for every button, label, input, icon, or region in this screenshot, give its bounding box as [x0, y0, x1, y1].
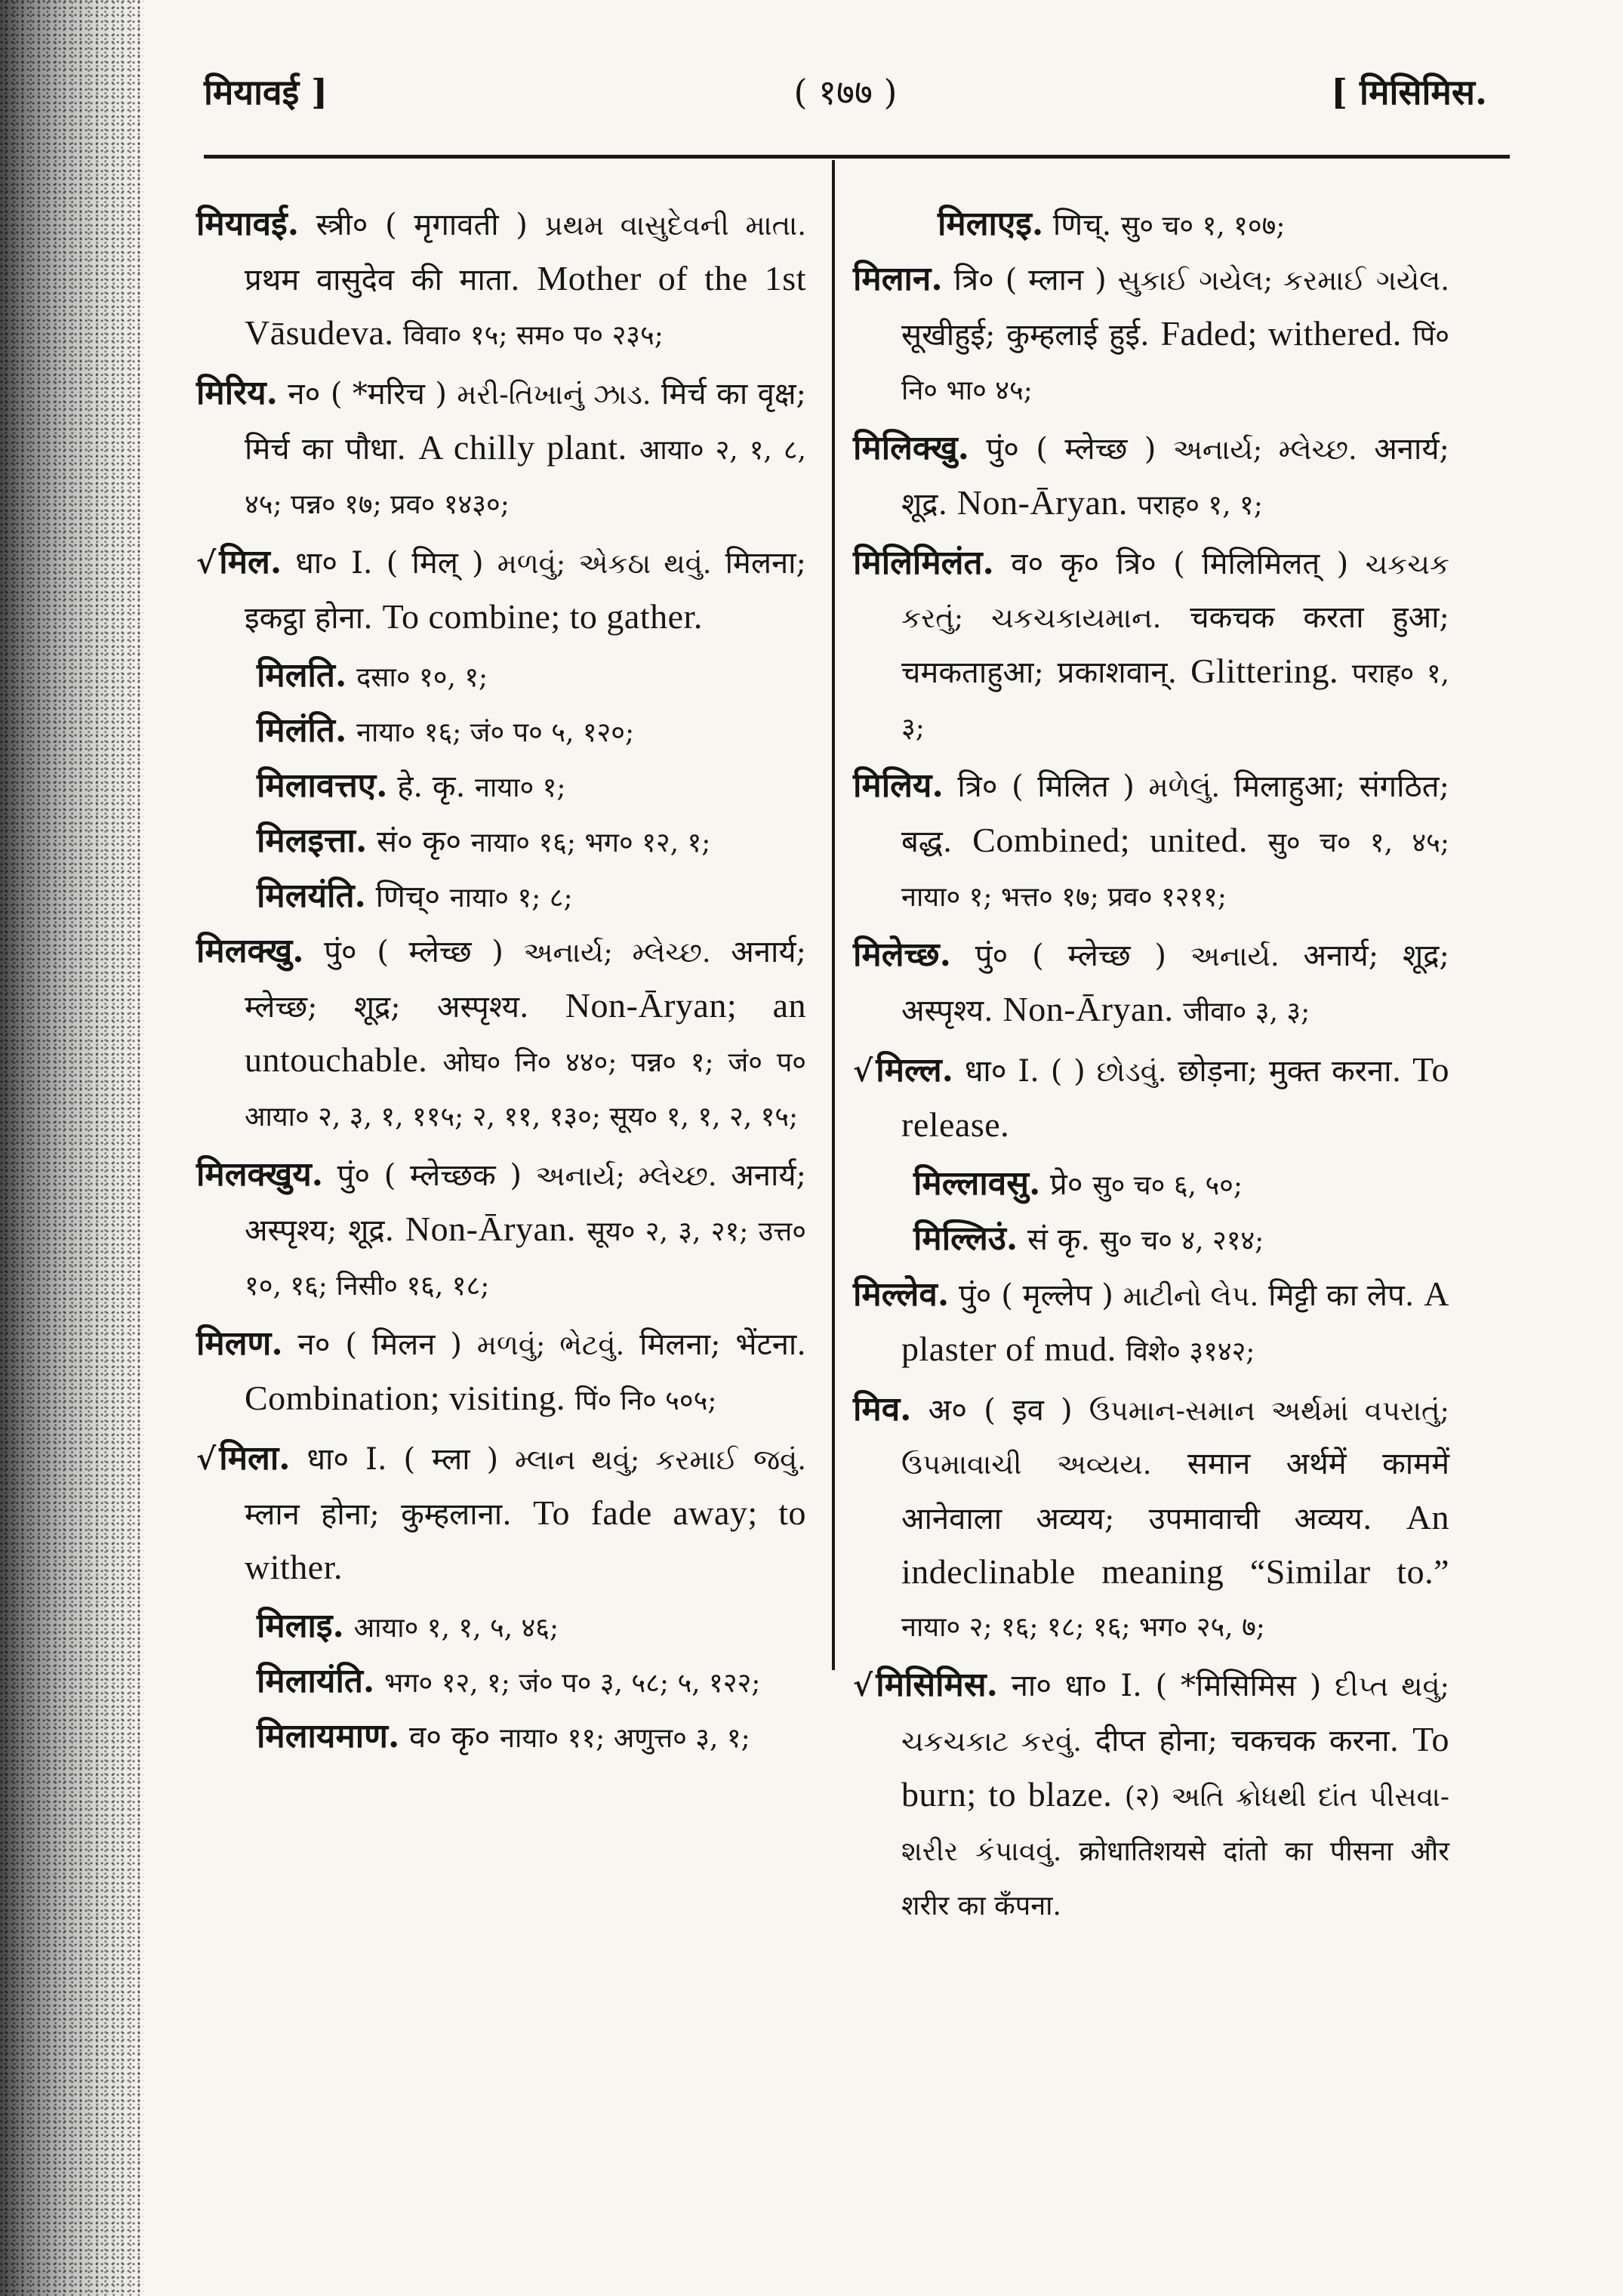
- dictionary-entry: [196, 367, 806, 532]
- headword: मिलंति.: [257, 711, 347, 750]
- gujarati-gloss: મળવું; ભેટવું.: [476, 1329, 625, 1361]
- citation-refs: सु० च० ६, ५०;: [1092, 1170, 1243, 1201]
- dictionary-entry: [853, 1157, 1449, 1213]
- grammar-label: पुं०: [324, 935, 357, 969]
- hindi-gloss: मिलाहुआ; संगठित; बद्ध.: [901, 769, 1450, 859]
- grammar-label: स्त्री०: [316, 208, 368, 242]
- dictionary-entry: [196, 1655, 806, 1710]
- citation-refs: नाया० १;: [475, 772, 566, 803]
- dictionary-entry: [853, 1659, 1449, 1933]
- dictionary-entry: [196, 870, 806, 925]
- hindi-gloss: मिट्टी का लेप.: [1268, 1278, 1415, 1313]
- headword: मिलाइ.: [257, 1607, 344, 1645]
- sanskrit-equivalent: ( ): [1050, 1054, 1086, 1089]
- page-header: [204, 68, 1487, 121]
- gujarati-gloss: માટીનો લેપ.: [1123, 1280, 1259, 1312]
- gujarati-gloss: મળવું; એકઠા થવું.: [497, 547, 712, 580]
- gujarati-gloss: મરી-તિખાનું ઝાડ.: [457, 378, 651, 411]
- english-gloss: Mother of the 1st Vāsudeva.: [245, 259, 806, 352]
- column-divider: [832, 160, 835, 1670]
- gujarati-gloss: અનાર્ય.: [1190, 940, 1280, 972]
- sanskrit-equivalent: ( मिल् ): [386, 546, 484, 581]
- grammar-label: धा० I.: [295, 546, 373, 581]
- grammar-label: पुं०: [958, 1278, 992, 1313]
- sanskrit-equivalent: ( मिलन ): [345, 1327, 462, 1362]
- sanskrit-equivalent: ( मिलित ): [1012, 769, 1135, 804]
- gujarati-gloss: સુકાઈ ગયેલ; કરમાઈ ગયેલ.: [1117, 264, 1450, 297]
- gujarati-gloss: પ્રથમ વાસુદેવની માતા.: [544, 209, 807, 242]
- grammar-label: ना० धा० I.: [1011, 1669, 1142, 1703]
- headword: मिलक्खु.: [196, 932, 304, 970]
- grammar-label: पुं०: [975, 938, 1009, 973]
- sanskrit-equivalent: ( म्लेच्छ ): [1032, 938, 1167, 973]
- english-gloss: Non-Āryan; an untouchable.: [245, 986, 806, 1079]
- grammar-label: न०: [288, 377, 321, 411]
- hindi-gloss: अनार्य; म्लेच्छ; शूद्र; अस्पृश्य.: [245, 935, 807, 1025]
- sanskrit-equivalent: ( म्लेच्छक ): [383, 1158, 522, 1193]
- dictionary-entry: [196, 1148, 806, 1313]
- grammar-label: व० कृ० त्रि०: [1011, 547, 1156, 581]
- english-gloss: Faded; withered.: [1160, 314, 1402, 353]
- citation-refs: (२) અતિ ક્રોધથી દાંત પીસવા-શરીર કંપાવવું. क्रोधातिशयसे दांतो का पीसना और शरीर का कँपना.: [901, 1782, 1449, 1922]
- english-gloss: Non-Āryan.: [405, 1210, 576, 1248]
- english-gloss: Combined; united.: [972, 821, 1248, 859]
- headword: मिलेच्छ.: [853, 935, 951, 974]
- dictionary-entry: [196, 649, 806, 704]
- grammar-label: पुं०: [337, 1158, 371, 1193]
- citation-refs: सु० च० १, १०७;: [1121, 211, 1286, 242]
- dictionary-entry: [196, 760, 806, 815]
- headword: मिसिमिस.: [876, 1666, 998, 1704]
- gujarati-gloss: મળેલું.: [1148, 771, 1221, 803]
- citation-refs: ओघ० नि० ४४०; पन्न० १; जं० प० आया० २, ३, १, ११५; २, ११, १३०; सूय० १, १, २, १५;: [245, 1047, 807, 1133]
- grammar-label: हे. कृ.: [397, 769, 466, 804]
- gujarati-gloss: અનાર્ય; મ્લેચ્છ.: [523, 936, 711, 969]
- citation-refs: विशे० ३१४२;: [1126, 1336, 1255, 1367]
- english-gloss: Glittering.: [1190, 652, 1338, 690]
- dictionary-entry: [196, 198, 806, 362]
- dictionary-entry: [853, 1213, 1449, 1268]
- english-gloss: An indeclinable meaning “Similar to.”: [901, 1498, 1449, 1591]
- citation-refs: सु० च० ४, २१४;: [1099, 1225, 1264, 1256]
- english-gloss: To release.: [901, 1050, 1450, 1144]
- grammar-label: णिच्.: [1052, 208, 1112, 242]
- dictionary-entry: [853, 422, 1449, 532]
- hindi-gloss: अनार्य; शूद्र; अस्पृश्य.: [901, 938, 1449, 1028]
- english-gloss: Non-Āryan.: [956, 483, 1128, 522]
- gujarati-gloss: અનાર્ય; મ્લેચ્છ.: [1172, 433, 1357, 466]
- dictionary-entry: [196, 1318, 806, 1428]
- hindi-gloss: मिलना; इकट्ठा होना.: [245, 546, 806, 636]
- citation-refs: दसा० १०, १;: [356, 662, 488, 693]
- sanskrit-equivalent: ( म्लान ): [1005, 263, 1107, 297]
- dictionary-entry: [853, 1383, 1449, 1654]
- sanskrit-equivalent: ( मृगावती ): [385, 208, 528, 242]
- dictionary-entry: [196, 704, 806, 760]
- hindi-gloss: अनार्य; अस्पृश्य; शूद्र.: [245, 1158, 807, 1248]
- scanned-binding-edge: [0, 0, 143, 2296]
- headword: मिलिमिलंत.: [853, 544, 994, 582]
- grammar-label: सं कृ.: [1027, 1222, 1091, 1257]
- root-mark: √: [853, 1053, 873, 1089]
- headword: मिलक्खुय.: [196, 1155, 324, 1194]
- headword: मिव.: [853, 1390, 912, 1428]
- dictionary-entry: [196, 1432, 806, 1595]
- english-gloss: A chilly plant.: [418, 428, 627, 467]
- headword: मिलाएइ.: [938, 205, 1044, 243]
- citation-refs: नाया० १; ८;: [449, 883, 573, 914]
- dictionary-entry: [853, 198, 1449, 253]
- hindi-gloss: अनार्य; शूद्र.: [901, 432, 1449, 522]
- dictionary-entry: [853, 760, 1449, 924]
- gujarati-gloss: ચકચક કરતું; ચકચકાયમાન.: [901, 548, 1450, 634]
- citation-refs: पराह० १, १;: [1137, 490, 1263, 521]
- dictionary-entry: [196, 536, 806, 645]
- grammar-label: पुं०: [986, 432, 1019, 467]
- right-column: [853, 198, 1449, 1937]
- english-gloss: To burn; to blaze.: [901, 1720, 1450, 1814]
- citation-refs: आया० २, १, ८, ४५; पन्न० १७; प्रव० १४३०;: [245, 435, 806, 520]
- headword: मिलण.: [196, 1324, 283, 1363]
- grammar-label: सं० कृ०: [376, 824, 462, 859]
- citation-refs: भग० १२, १; जं० प० ३, ५८; ५, १२२;: [383, 1668, 761, 1699]
- grammar-label: त्रि०: [957, 769, 998, 804]
- english-gloss: A plaster of mud.: [901, 1274, 1449, 1368]
- gujarati-gloss: ઉપમાન-સમાન અર્થમાં વપરાતું; ઉપમાવાચી અવ્યય.: [901, 1395, 1450, 1481]
- headword: मिलिक्खु.: [853, 429, 969, 467]
- citation-refs: नाया० २; १६; १८; १६; भग० २५, ७;: [901, 1612, 1265, 1643]
- headword: मिल.: [219, 543, 282, 581]
- page-number: ( १७७ ): [793, 72, 898, 112]
- dictionary-entry: [853, 1268, 1449, 1379]
- left-column: [196, 198, 806, 1765]
- dictionary-entry: [853, 929, 1449, 1039]
- header-first-word: मियावई ]: [204, 72, 328, 112]
- grammar-label: प्रे०: [1050, 1167, 1083, 1202]
- headword: मिलति.: [257, 656, 347, 695]
- grammar-label: धा० I.: [964, 1054, 1039, 1089]
- citation-refs: नाया० ११; अणुत्त० ३, १;: [500, 1723, 750, 1754]
- dictionary-entry: [853, 537, 1449, 755]
- english-gloss: To fade away; to wither.: [245, 1493, 806, 1586]
- root-mark: √: [196, 1441, 217, 1477]
- hindi-gloss: समान अर्थमें काममें आनेवाला अव्यय; उपमावाची अव्यय.: [901, 1447, 1449, 1536]
- sanskrit-equivalent: ( म्लेच्छ ): [1036, 432, 1156, 467]
- headword: मिलइत्ता.: [257, 821, 368, 860]
- citation-refs: आया० १, १, ५, ४६;: [353, 1613, 559, 1644]
- sanskrit-equivalent: ( मिलिमिलत् ): [1173, 547, 1349, 581]
- hindi-gloss: सूखीहुई; कुम्हलाई हुई.: [901, 318, 1150, 353]
- headword: मिल्लिउं.: [913, 1219, 1018, 1258]
- headword: मिल्ल.: [876, 1051, 953, 1089]
- grammar-label: धा० I.: [306, 1442, 387, 1477]
- headword: मिलयंति.: [257, 877, 366, 915]
- hindi-gloss: प्रथम वासुदेव की माता.: [245, 263, 520, 297]
- headword: मिल्लावसु.: [913, 1164, 1041, 1203]
- header-rule: [204, 155, 1510, 159]
- sanskrit-equivalent: ( म्ला ): [403, 1442, 499, 1477]
- grammar-label: अ०: [928, 1393, 968, 1428]
- citation-refs: विवा० १५; सम० प० २३५;: [403, 320, 664, 351]
- gujarati-gloss: મ્લાન થવું; કરમાઈ જવું.: [514, 1444, 806, 1476]
- hindi-gloss: मिर्च का वृक्ष; मिर्च का पौधा.: [245, 377, 807, 467]
- sanskrit-equivalent: ( *मरिच ): [330, 377, 447, 411]
- citation-refs: पिं० नि० ५०५;: [574, 1385, 717, 1416]
- root-mark: √: [853, 1668, 873, 1703]
- dictionary-entry: [196, 1600, 806, 1655]
- english-gloss: To combine; to gather.: [382, 597, 703, 636]
- gujarati-gloss: અનાર્ય; મ્લેચ્છ.: [535, 1160, 717, 1192]
- citation-refs: जीवा० ३, ३;: [1183, 997, 1310, 1028]
- gujarati-gloss: છોડવું.: [1096, 1056, 1167, 1088]
- sanskrit-equivalent: ( *मिसिमिस ): [1155, 1669, 1322, 1703]
- hindi-gloss: मिलना; भेंटना.: [639, 1327, 806, 1362]
- sanskrit-equivalent: ( म्लेच्छ ): [377, 935, 504, 969]
- headword: मियावई.: [196, 205, 300, 243]
- hindi-gloss: दीप्त होना; चकचक करना.: [1095, 1724, 1400, 1758]
- root-mark: √: [196, 545, 217, 581]
- headword: मिलिय.: [853, 766, 944, 805]
- dictionary-entry: [853, 253, 1449, 418]
- gujarati-gloss: દીપ્ત થવું; ચકચકાટ કરવું.: [901, 1670, 1450, 1758]
- dictionary-entry: [853, 1043, 1449, 1153]
- grammar-label: त्रि०: [953, 263, 994, 297]
- citation-refs: सु० च० १, ४५; नाया० १; भत्त० १७; प्रव० १२११;: [901, 827, 1450, 913]
- headword: मिलायमाण.: [257, 1717, 400, 1755]
- headword: मिल्लेव.: [853, 1275, 950, 1314]
- grammar-label: णिच्०: [375, 880, 441, 914]
- grammar-label: व० कृ०: [409, 1720, 491, 1755]
- headword: मिरिय.: [196, 374, 278, 412]
- header-last-word: [ मिसिमिस.: [1331, 72, 1487, 112]
- citation-refs: पिं० नि० भा० ४५;: [901, 321, 1449, 406]
- dictionary-entry: [196, 815, 806, 870]
- english-gloss: Non-Āryan.: [1002, 990, 1174, 1028]
- dictionary-entry: [196, 1710, 806, 1765]
- headword: मिलावत्तए.: [257, 766, 388, 805]
- sanskrit-equivalent: ( मृल्लेप ): [1001, 1278, 1113, 1313]
- english-gloss: Combination; visiting.: [245, 1379, 566, 1417]
- citation-refs: सूय० २, ३, २१; उत्त० १०, १६; निसी० १६, १८;: [245, 1216, 806, 1302]
- citation-refs: नाया० १६; भग० १२, १;: [470, 827, 711, 858]
- headword: मिलान.: [853, 260, 943, 298]
- headword: मिलायंति.: [257, 1662, 375, 1700]
- dictionary-entry: [196, 925, 806, 1144]
- hindi-gloss: म्लान होना; कुम्हलाना.: [245, 1497, 512, 1532]
- grammar-label: न०: [297, 1327, 331, 1362]
- citation-refs: नाया० १६; जं० प० ५, १२०;: [356, 717, 635, 748]
- hindi-gloss: चकचक करता हुआ; चमकताहुआ; प्रकाशवान्.: [901, 600, 1449, 690]
- citation-refs: पराह० १, ३;: [901, 658, 1449, 744]
- sanskrit-equivalent: ( इव ): [984, 1393, 1073, 1428]
- headword: मिला.: [219, 1439, 291, 1478]
- hindi-gloss: छोड़ना; मुक्त करना.: [1178, 1054, 1402, 1089]
